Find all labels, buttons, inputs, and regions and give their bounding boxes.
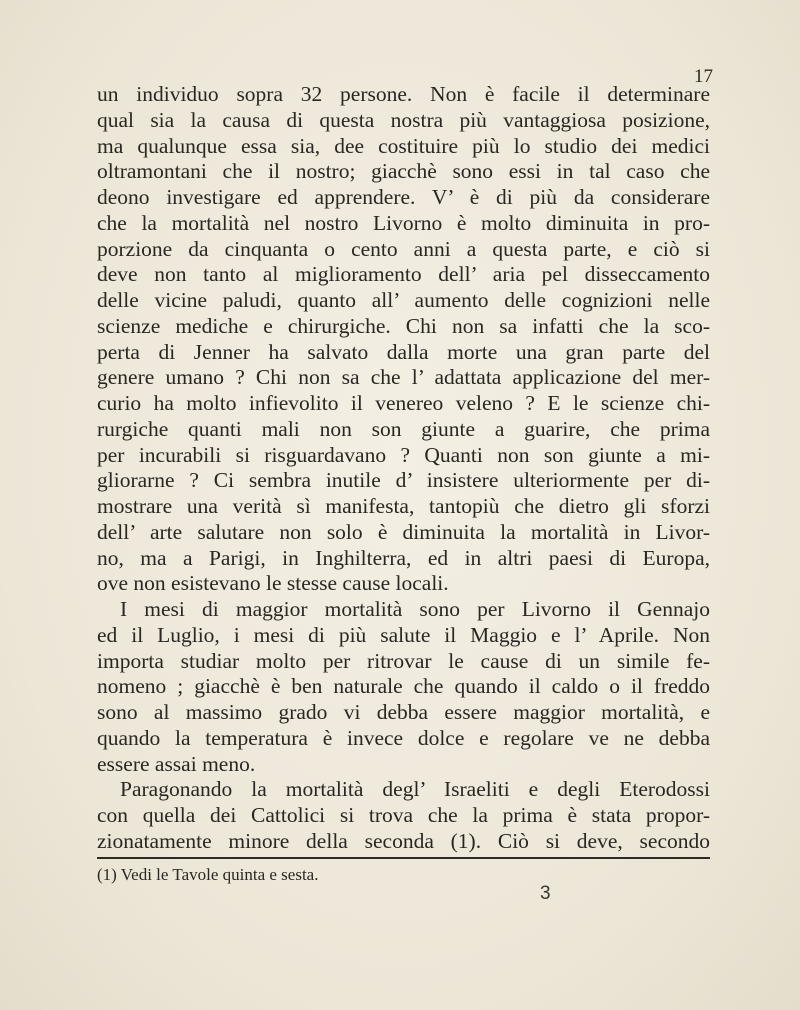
text-line-21: I mesi di maggior mortalità sono per Livorno il Gennajo xyxy=(120,597,710,621)
text-line-23: importa studiar molto per ritrovar le cause di un simile fe- xyxy=(97,648,710,673)
text-line-4: oltramontani che il nostro; giacchè sono essi in tal caso che xyxy=(97,159,710,184)
text-line-28: Paragonando la mortalità degl’ Israeliti e degli Eterodossi xyxy=(120,777,710,802)
text-line-12: genere umano ? Chi non sa che l’ adattata applicazione del mer- xyxy=(97,365,710,390)
text-line-17: mostrare una verità sì manifesta, tantopiù che dietro gli sforzi xyxy=(97,494,710,518)
signature-mark: 3 xyxy=(540,883,551,904)
text-line-25: sono al massimo grado vi debba essere maggior mortalità, e xyxy=(97,700,710,724)
text-line-6: che la mortalità nel nostro Livorno è molto diminuita in pro- xyxy=(97,210,710,235)
text-line-9: delle vicine paludi, quanto all’ aumento delle cognizioni nelle xyxy=(97,288,710,312)
text-line-5: deono investigare ed apprendere. V’ è di più da considerare xyxy=(97,185,710,209)
text-line-24: nomeno ; giacchè è ben naturale che quando il caldo o il freddo xyxy=(97,674,710,699)
text-line-2: qual sia la causa di questa nostra più vantaggiosa posizione, xyxy=(97,107,710,132)
footnote: (1) Vedi le Tavole quinta e sesta. xyxy=(97,865,319,884)
page-number: 17 xyxy=(694,66,713,87)
text-line-11: perta di Jenner ha salvato dalla morte una gran parte del xyxy=(97,339,710,364)
text-line-20: ove non esistevano le stesse cause locali. xyxy=(97,571,449,596)
text-line-19: no, ma a Parigi, in Inghilterra, ed in altri paesi di Europa, xyxy=(97,545,710,570)
text-line-27: essere assai meno. xyxy=(97,751,256,776)
text-line-14: rurgiche quanti mali non son giunte a guarire, che prima xyxy=(97,416,710,441)
text-line-29: con quella dei Cattolici si trova che la prima è stata propor- xyxy=(97,803,710,827)
text-line-3: ma qualunque essa sia, dee costituire più lo studio dei medici xyxy=(97,133,710,158)
text-line-7: porzione da cinquanta o cento anni a questa parte, e ciò si xyxy=(97,236,710,261)
text-line-1: un individuo sopra 32 persone. Non è facile il determinare xyxy=(97,82,710,106)
text-line-22: ed il Luglio, i mesi di più salute il Maggio e l’ Aprile. Non xyxy=(97,622,710,647)
footnote-rule xyxy=(97,857,710,859)
text-line-15: per incurabili si risguardavano ? Quanti non son giunte a mi- xyxy=(97,442,710,467)
text-line-18: dell’ arte salutare non solo è diminuita la mortalità in Livor- xyxy=(97,519,710,544)
text-line-16: gliorarne ? Ci sembra inutile d’ insistere ulteriormente per di- xyxy=(97,468,710,493)
text-line-10: scienze mediche e chirurgiche. Chi non sa infatti che la sco- xyxy=(97,313,710,338)
text-line-13: curio ha molto infievolito il venereo veleno ? E le scienze chi- xyxy=(97,391,710,415)
text-line-8: deve non tanto al miglioramento dell’ aria pel disseccamento xyxy=(97,262,710,287)
text-line-30: zionatamente minore della seconda (1). Ciò si deve, secondo xyxy=(97,828,710,853)
text-line-26: quando la temperatura è invece dolce e regolare ve ne debba xyxy=(97,725,710,750)
